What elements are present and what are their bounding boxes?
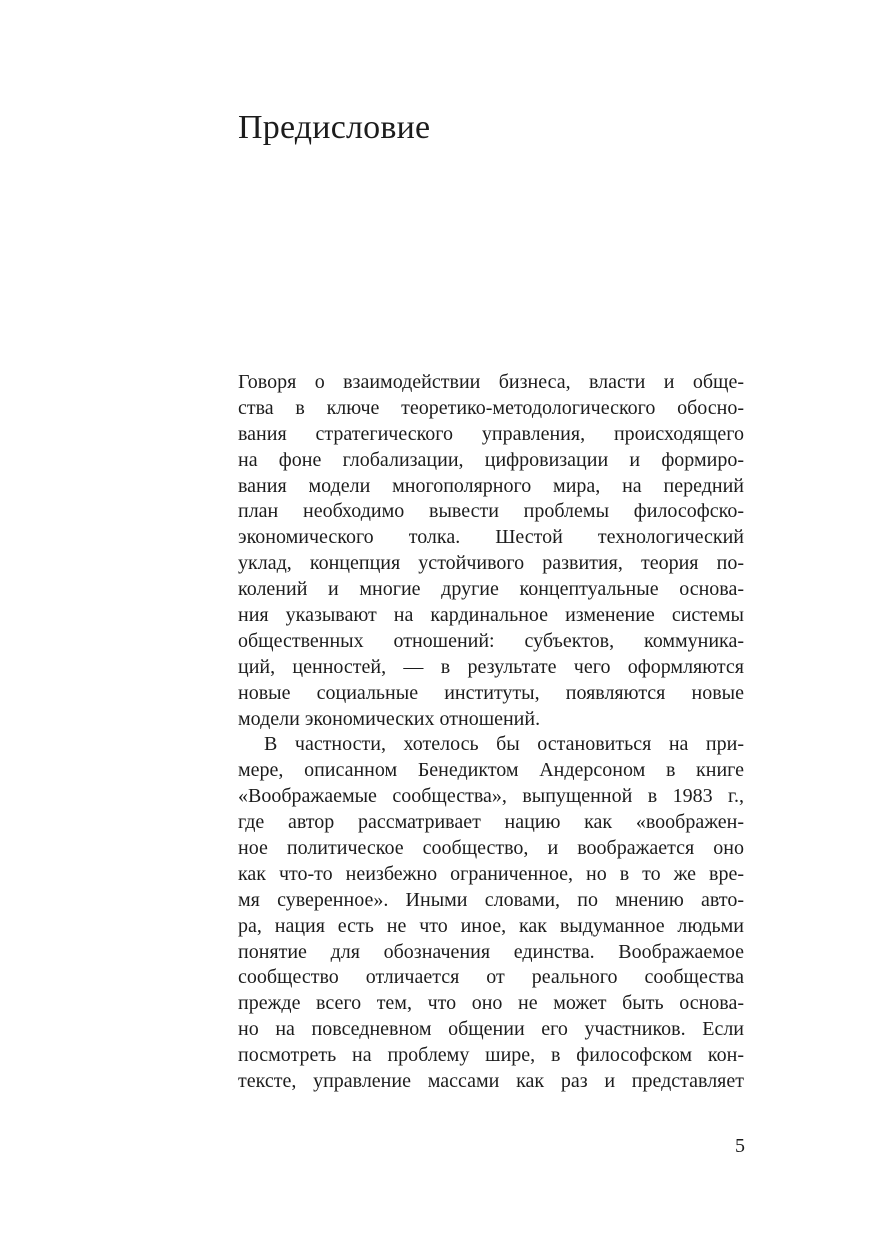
text-line: понятие для обозначения единства. Воображаемое	[238, 940, 744, 963]
text-line: тексте, управление массами как раз и представляет	[238, 1070, 744, 1093]
text-line: сообщество отличается от реального сообщества	[238, 966, 744, 989]
text-line: Говоря о взаимодействии бизнеса, власти и обще-	[238, 371, 744, 393]
text-line: вания стратегического управления, происходящего	[238, 422, 744, 445]
text-line: уклад, концепция устойчивого развития, теория по-	[238, 552, 744, 575]
text-line: мя суверенное». Иными словами, по мнению авто-	[238, 888, 744, 911]
body-text	[238, 370, 744, 1095]
text-line: как что-то неизбежно ограниченное, но в то же вре-	[238, 862, 744, 885]
text-line: вания модели многополярного мира, на передний	[238, 474, 744, 497]
text-line: В частности, хотелось бы остановиться на при-	[264, 733, 744, 756]
text-line: новые социальные институты, появляются новые	[238, 681, 744, 704]
text-line: экономического толка. Шестой технологический	[238, 526, 744, 549]
text-line: мере, описанном Бенедиктом Андерсоном в книге	[238, 759, 744, 782]
text-line: план необходимо вывести проблемы философско-	[238, 500, 744, 523]
text-line: посмотреть на проблему шире, в философском кон-	[238, 1044, 744, 1067]
text-line: ра, нация есть не что иное, как выдуманное людьми	[238, 914, 744, 937]
text-line: ное политическое сообщество, и воображается оно	[238, 837, 744, 860]
text-line: колений и многие другие концептуальные основа-	[238, 578, 744, 601]
page-number: 5	[735, 1135, 745, 1157]
text-line: но на повседневном общении его участников. Если	[238, 1018, 744, 1041]
text-line: модели экономических отношений.	[238, 707, 541, 730]
text-line: ций, ценностей, — в результате чего оформляются	[238, 655, 744, 678]
page-title: Предисловие	[238, 109, 431, 146]
text-line: ства в ключе теоретико-методологического обосно-	[238, 396, 744, 419]
text-line: где автор рассматривает нацию как «воображен-	[238, 811, 744, 834]
text-line: прежде всего тем, что оно не может быть основа-	[238, 992, 744, 1015]
text-line: общественных отношений: субъектов, коммуника-	[238, 629, 744, 652]
text-line: на фоне глобализации, цифровизации и формиро-	[238, 448, 744, 471]
text-line: «Воображаемые сообщества», выпущенной в 1983 г.,	[238, 785, 744, 808]
text-line: ния указывают на кардинальное изменение системы	[238, 604, 744, 627]
